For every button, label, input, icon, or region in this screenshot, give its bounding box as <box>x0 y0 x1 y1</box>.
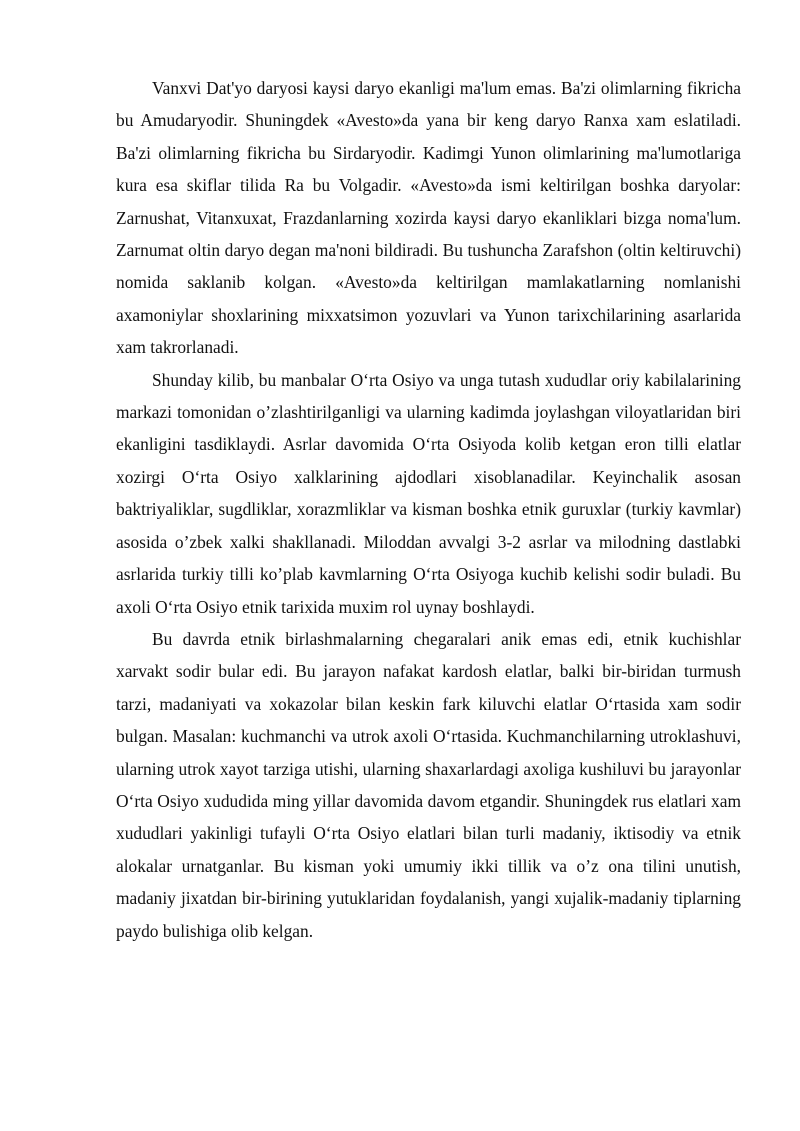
paragraph-3: Bu davrda etnik birlashmalarning chegaralari anik emas edi, etnik kuchishlar xarvakt sodir bular edi. Bu jarayon nafakat kardosh elatlar, balki bir-biridan turmush tarzi, madaniyati va xokazolar bilan keskin fark kiluvchi elatlar O‘rtasida xam sodir bulgan. Masalan: kuchmanchi va utrok axoli O‘rtasida. Kuchmanchilarning utroklashuvi, ularning utrok xayot tarziga utishi, ularning shaxarlardagi axoliga kushiluvi bu jarayonlar O‘rta Osiyo xududida ming yillar davomida davom etgandir. Shuningdek rus elatlari xam xududlari yakinligi tufayli O‘rta Osiyo elatlari bilan turli madaniy, iktisodiy va etnik alokalar urnatganlar. Bu kisman yoki umumiy ikki tillik va o’z ona tilini unutish, madaniy jixatdan bir-birining yutuklaridan foydalanish, yangi xujalik-madaniy tiplarning paydo bulishiga olib kelgan. <box>116 628 741 941</box>
paragraph-2: Shunday kilib, bu manbalar O‘rta Osiyo va unga tutash xududlar oriy kabilalarining markazi tomonidan o’zlashtirilganligi va ularning kadimda joylashgan viloyatlaridan biri ekanligini tasdiklaydi. Asrlar davomida O‘rta Osiyoda kolib ketgan eron tilli elatlar xozirgi O‘rta Osiyo xalklarining ajdodlari xisoblanadilar. Keyinchalik asosan baktriyaliklar, sugdliklar, xorazmliklar va kisman boshka etnik guruxlar (turkiy kavmlar) asosida o’zbek xalki shakllanadi. Miloddan avvalgi 3-2 asrlar va milodning dastlabki asrlarida turkiy tilli ko’plab kavmlarning O‘rta Osiyoga kuchib kelishi sodir buladi. Bu axoli O‘rta Osiyo etnik tarixida muxim rol uynay boshlaydi. <box>116 369 741 617</box>
paragraph-1: Vanxvi Dat'yo daryosi kaysi daryo ekanligi ma'lum emas. Ba'zi olimlarning fikricha bu Amudaryodir. Shuningdek «Avesto»da yana bir keng daryo Ranxa xam eslatiladi. Ba'zi olimlarning fikricha bu Sirdaryodir. Kadimgi Yunon olimlarining ma'lumotlariga kura esa skiflar tilida Ra bu Volgadir. «Avesto»da ismi keltirilgan boshka daryolar: Zarnushat, Vitanxuxat, Frazdanlarning xozirda kaysi daryo ekanliklari bizga noma'lum. Zarnumat oltin daryo degan ma'noni bildiradi. Bu tushuncha Zarafshon (oltin keltiruvchi) nomida saklanib kolgan. «Avesto»da keltirilgan mamlakatlarning nomlanishi axamoniylar shoxlarining mixxatsimon yozuvlari va Yunon tarixchilarining asarlarida xam takrorlanadi. <box>116 78 741 358</box>
document-body <box>116 72 741 947</box>
